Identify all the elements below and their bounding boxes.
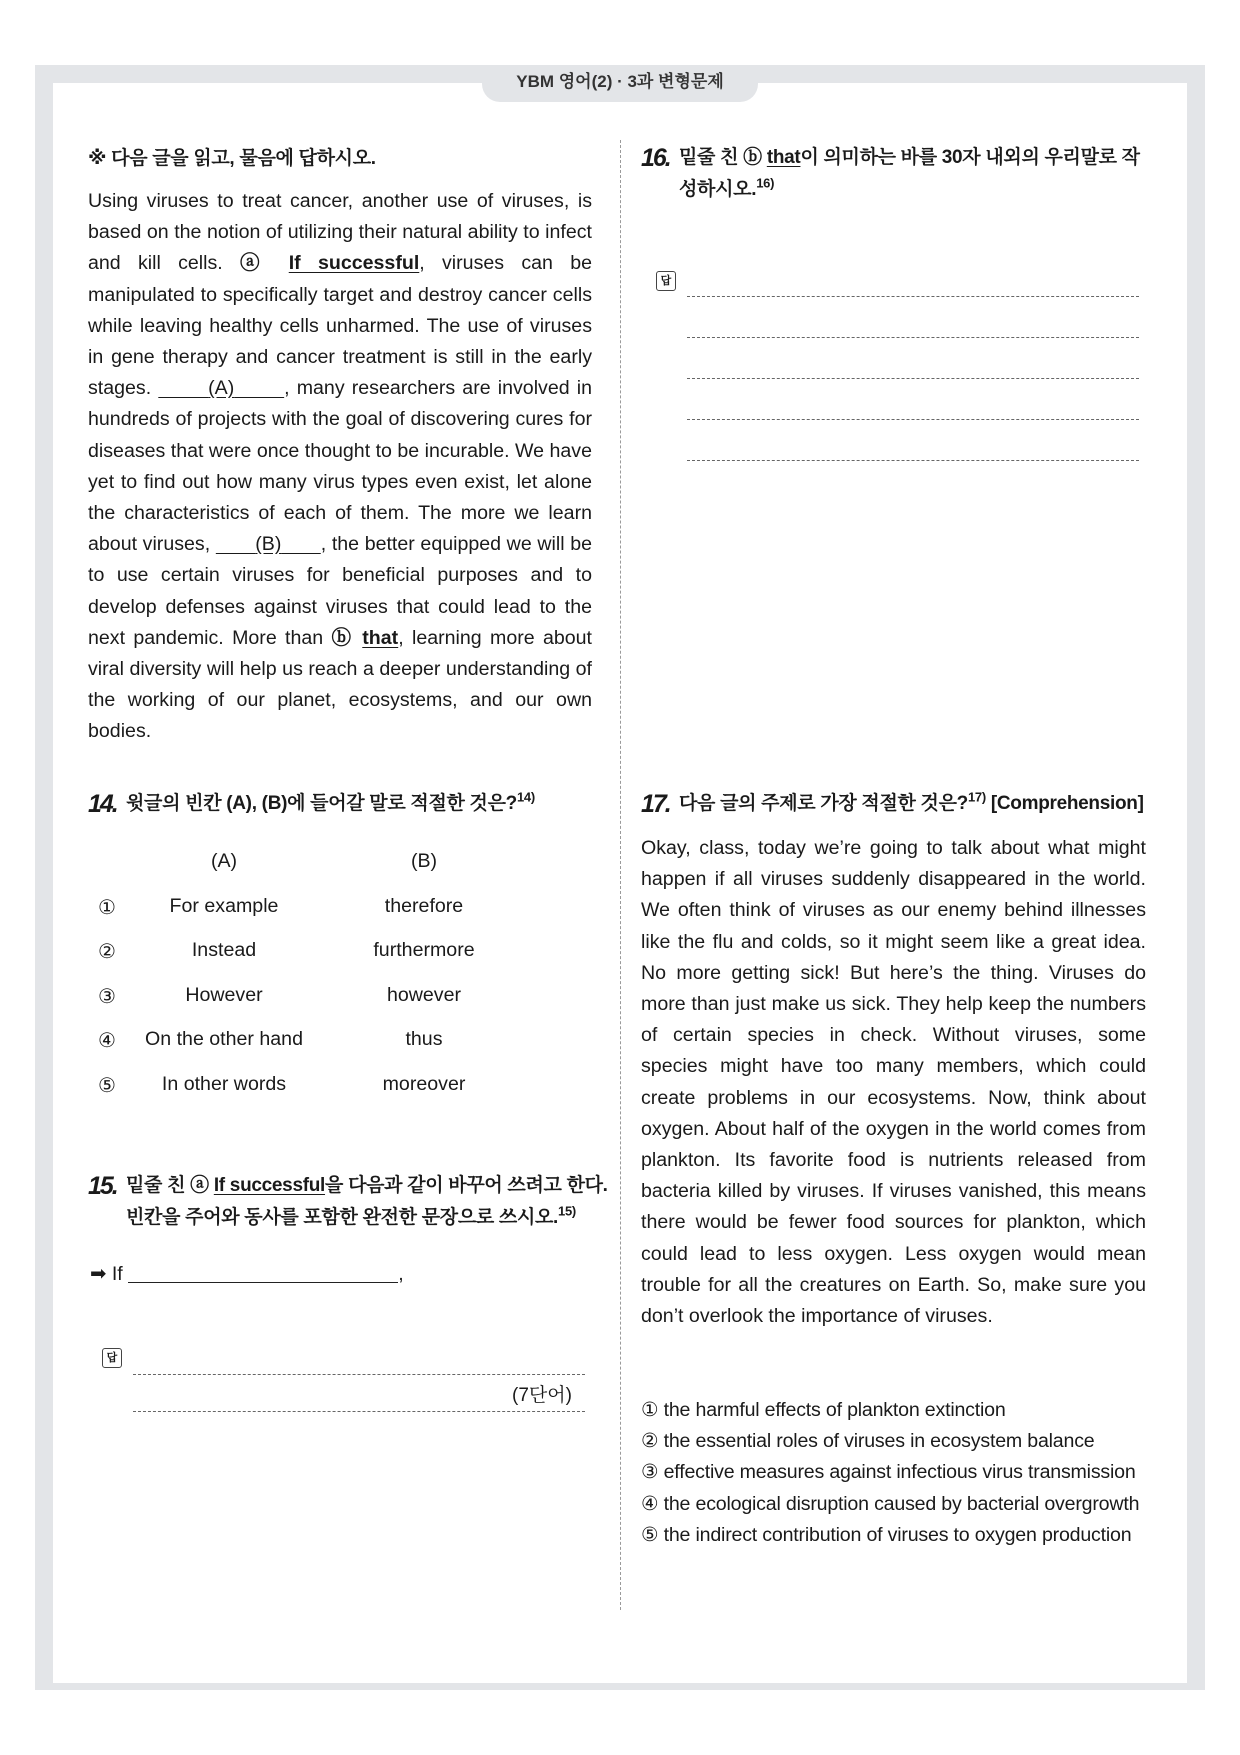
answer-label: 답 (102, 1348, 122, 1368)
passage-text: Using viruses to treat cancer, another use of viruses, is based on the notion of utilizing their natural ability to infect and kill cells. ⓐ If successful, viruses can be manipulated to specifically target and destroy cancer cells while leaving healthy cells unharmed. The use of viruses in gene therapy and cancer treatment is still in the early stages. (A) , many researchers are involved in hundreds of projects with the goal of discovering cures for diseases that were once thought to be incurable. We have yet to find out how many virus types even exist, let alone the characteristics of each of them. The more we learn about viruses, (B) , the better equipped we will be to use certain viruses for beneficial purposes and to develop defenses against viruses that could lead to the next pandemic. More than ⓑ that, learning more about viral diversity will help us reach a deeper understanding of the working of our planet, ecosystems, and our own bodies. (88, 190, 593, 743)
blank-a: (A) (208, 377, 235, 400)
q17-footnote: 17) (967, 789, 986, 805)
q17-text: 다음 글의 주제로 가장 적절한 것은? (679, 793, 968, 814)
blank-b: (B) (255, 533, 282, 556)
option-b-text: thus (405, 1028, 443, 1050)
option-a-text: For example (169, 895, 279, 917)
q17-tag: [Comprehension] (990, 793, 1144, 814)
q15-footnote: 15) (558, 1203, 576, 1219)
q16-answer-line-4[interactable] (687, 419, 1139, 420)
q14-footnote: 14) (516, 789, 535, 805)
q15-mark: ⓐ (190, 1175, 209, 1196)
q16-footnote: 16) (756, 175, 775, 191)
answer-label: 답 (656, 271, 676, 291)
q16-underlined: that (766, 147, 801, 168)
q17-choice-3[interactable]: ③ effective measures against infectious virus transmission (641, 1461, 1136, 1484)
q14-options-table (96, 850, 516, 1110)
q16-answer-line-2[interactable] (687, 337, 1139, 338)
option-a-text: However (185, 984, 263, 1006)
option-number: ④ (98, 1030, 116, 1052)
question-15: 15. 밑줄 친 ⓐ If successful을 다음과 같이 바꾸어 쓰려고 한다. 빈칸을 주어와 동사를 포함한 완전한 문장으로 쓰시오.$^{15)}$ (88, 1172, 608, 1228)
option-a-text: Instead (191, 939, 257, 961)
q17-number: 17. (641, 790, 670, 818)
option-b-text: however (386, 984, 462, 1006)
q17-choices (641, 1395, 1161, 1551)
underlined-b: that (362, 626, 399, 649)
option-b-text: therefore (384, 895, 464, 917)
option-number: ② (98, 941, 116, 963)
q17-passage: Okay, class, today we’re going to talk about what might happen if all viruses suddenly disappeared in the world. We often think of viruses as our enemy behind illnesses like the flu and colds, so it might seem like a great idea. No more getting sick! But here’s the thing. Viruses do more than just make us sick. They help keep the numbers of certain species in check. Without viruses, some species might have too many members, which could create problems in our ecosystems. Now, think about oxygen. About half of the oxygen in the world comes from plankton. Its favorite food is nutrients released from bacteria killed by viruses. If viruses vanished, this means there would be fewer food sources for plankton, which could lead to less oxygen. Less oxygen would mean trouble for all the creatures on Earth. So, make sure you don’t overlook the importance of viruses. (641, 837, 1146, 1328)
option-b-text: moreover (382, 1073, 466, 1095)
q14-header-row (96, 850, 516, 880)
q16-answer-line-3[interactable] (687, 378, 1139, 379)
instruction: ※ 다음 글을 읽고, 물음에 답하시오. (88, 148, 376, 169)
q14-text: 윗글의 빈칸 (A), (B)에 들어갈 말로 적절한 것은? (126, 793, 517, 814)
q14-number: 14. (88, 790, 117, 818)
option-b-text: furthermore (373, 939, 475, 961)
q17-choice-5[interactable]: ⑤ the indirect contribution of viruses to oxygen production (641, 1523, 1132, 1546)
q14-option-5[interactable] (96, 1073, 516, 1103)
q15-underlined: If successful (213, 1175, 326, 1196)
question-14 (88, 788, 608, 820)
q14-col-a-header: (A) (210, 850, 238, 872)
column-divider (620, 140, 621, 1610)
q16-mark: ⓑ (743, 147, 762, 168)
q14-option-2[interactable] (96, 939, 516, 969)
q15-number: 15. (88, 1172, 117, 1200)
q17-choice-4[interactable]: ④ the ecological disruption caused by bacterial overgrowth (641, 1492, 1140, 1515)
option-a-text: On the other hand (145, 1028, 303, 1050)
q14-col-b-header: (B) (410, 850, 438, 872)
q14-option-3[interactable] (96, 984, 516, 1014)
q17-choice-1[interactable]: ① the harmful effects of plankton extinction (641, 1399, 1006, 1421)
option-a-text: In other words (161, 1073, 287, 1095)
q16-answer-line-5[interactable] (687, 460, 1139, 461)
q15-answer-box (102, 1348, 122, 1368)
q14-option-4[interactable] (96, 1028, 516, 1058)
q15-answer-line-1[interactable] (133, 1374, 585, 1375)
q15-arrow-prefix: ➡ If (90, 1263, 123, 1285)
question-16: 16. 밑줄 친 ⓑ that이 의미하는 바를 30자 내외의 우리말로 작 성하시오.$^{16)}$ (641, 144, 1140, 200)
underlined-a: If successful (288, 252, 420, 275)
option-number: ③ (98, 986, 116, 1008)
option-number: ⑤ (98, 1075, 116, 1097)
question-17 (641, 788, 1161, 820)
q16-answer-box (656, 271, 676, 291)
q16-number: 16. (641, 144, 670, 172)
header-title: YBM 영어(2) · 3과 변형문제 (482, 66, 758, 102)
option-number: ① (98, 897, 116, 919)
q15-rewrite-blank[interactable] (128, 1282, 398, 1283)
q16-answer-line-1[interactable] (687, 296, 1139, 297)
q14-option-1[interactable] (96, 895, 516, 925)
passage-section (88, 143, 592, 748)
mark-a: ⓐ (240, 252, 272, 275)
q17-choice-2[interactable]: ② the essential roles of viruses in ecosystem balance (641, 1430, 1095, 1453)
q15-word-count: (7단어) (512, 1385, 572, 1406)
q15-answer-line-2[interactable] (133, 1411, 585, 1412)
q15-rewrite-line: ➡ If , (90, 1263, 404, 1285)
mark-b: ⓑ (331, 626, 354, 649)
